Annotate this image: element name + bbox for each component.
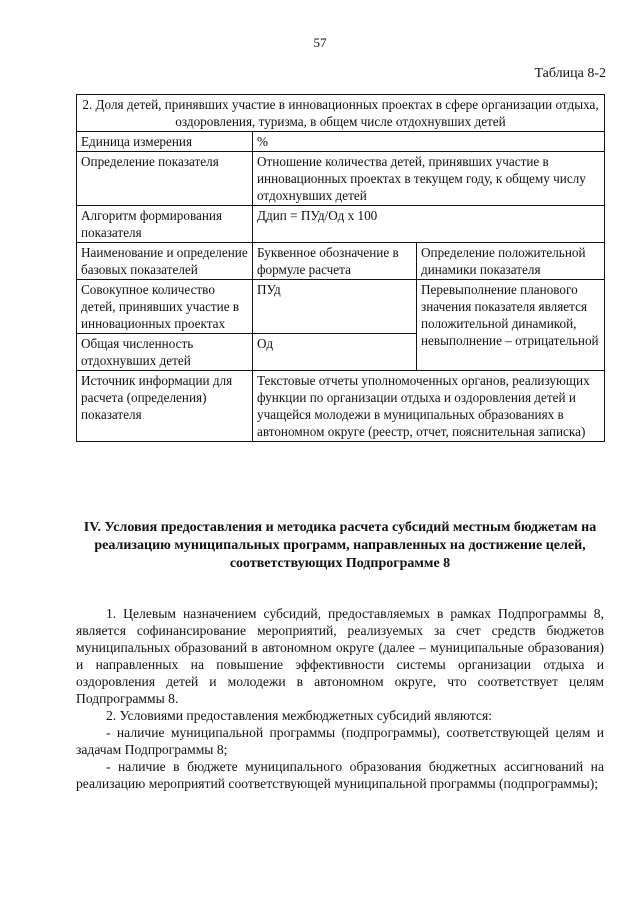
- list-item: - наличие муниципальной программы (подпрограммы), соответствующей целям и задачам Подпрограммы 8;: [76, 725, 604, 757]
- table-row: [77, 206, 605, 243]
- source-label: Источник информации для расчета (определения) показателя: [77, 371, 253, 442]
- indicator-title: 2. Доля детей, принявших участие в инновационных проектах в сфере организации отдыха, оздоровления, туризма, в общем числе отдохнувших детей: [77, 95, 605, 132]
- algorithm-label: Алгоритм формирования показателя: [77, 206, 253, 243]
- paragraph: 1. Целевым назначением субсидий, предоставляемых в рамках Подпрограммы 8, является софинансирование мероприятий, реализуемых за счет средств бюджетов муниципальных образований в автономном округе (далее – муниципальные образования) и направленных на повышение эффективности системы организации отдыха и оздоровления детей и молодежи в автономном округе, что соответствует целям Подпрограммы 8.: [76, 606, 604, 706]
- indicator-table: [76, 94, 605, 442]
- section-heading: IV. Условия предоставления и методика расчета субсидий местным бюджетам на реализацию муниципальных программ, направленных на достижение целей, соответствующих Подпрограмме 8: [83, 520, 597, 571]
- unit-label: Единица измерения: [77, 132, 253, 152]
- base-header-dynamics: Определение положительной динамики показателя: [417, 243, 605, 280]
- table-label: Таблица 8-2: [534, 66, 606, 81]
- body-text: [76, 605, 604, 792]
- dynamics-value: Перевыполнение планового значения показателя является положительной динамикой, невыполнение – отрицательной: [417, 280, 605, 371]
- base-header-symbol: Буквенное обозначение в формуле расчета: [253, 243, 417, 280]
- table-row: [77, 152, 605, 206]
- row2-symbol: Од: [253, 334, 417, 371]
- row2-label: Общая численность отдохнувших детей: [77, 334, 253, 371]
- definition-value: Отношение количества детей, принявших участие в инновационных проектах в текущем году, к общему числу отдохнувших детей: [253, 152, 605, 206]
- paragraph: 2. Условиями предоставления межбюджетных субсидий являются:: [106, 708, 493, 723]
- table-row: [77, 243, 605, 280]
- base-header-label: Наименование и определение базовых показателей: [77, 243, 253, 280]
- row1-label: Совокупное количество детей, принявших участие в инновационных проектах: [77, 280, 253, 334]
- unit-value: %: [253, 132, 605, 152]
- algorithm-value: Ддип = ПУд/Од х 100: [253, 206, 605, 243]
- table-row: [77, 132, 605, 152]
- source-value: Текстовые отчеты уполномоченных органов, реализующих функции по организации отдыха и оздоровления детей и учащейся молодежи в муниципальных образованиях в автономном округе (реестр, отчет, пояснительная записка): [253, 371, 605, 442]
- table-row: [77, 371, 605, 442]
- table-row: [77, 280, 605, 334]
- list-item: - наличие в бюджете муниципального образования бюджетных ассигнований на реализацию мероприятий соответствующей муниципальной программы (подпрограммы);: [76, 759, 604, 791]
- page-number: 57: [313, 35, 327, 50]
- table-row: [77, 95, 605, 132]
- definition-label: Определение показателя: [77, 152, 253, 206]
- row1-symbol: ПУд: [253, 280, 417, 334]
